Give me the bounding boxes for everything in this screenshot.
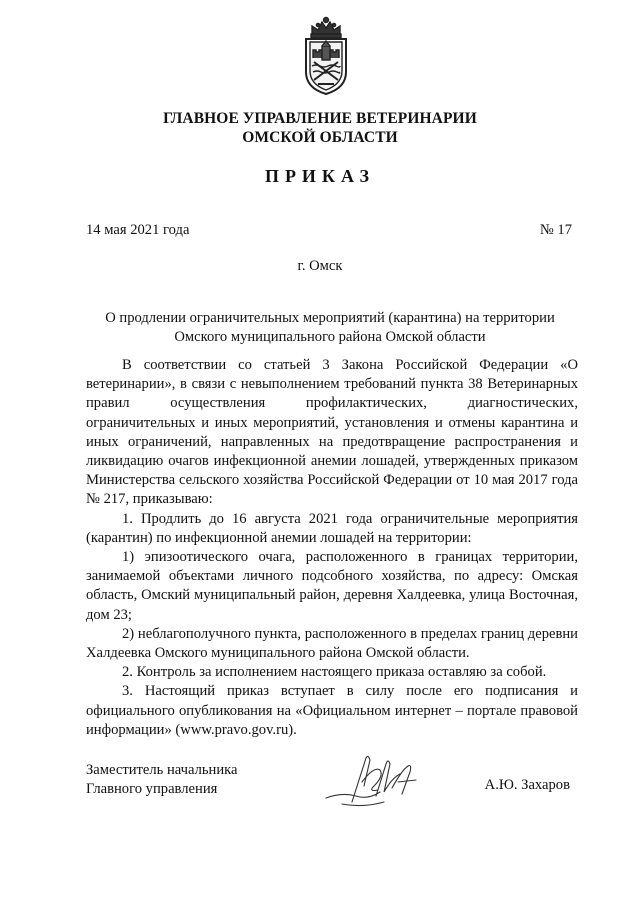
signatory-position-line2: Главного управления (86, 781, 218, 797)
item-1-2: 2) неблагополучного пункта, расположенного в пределах границ деревни Халдеевка Омского муниципального района Омской области. (86, 625, 578, 662)
item-3: 3. Настоящий приказ вступает в силу после его подписания и официального опубликования на «Официальном интернет – портале правовой информации» (www.pravo.gov.ru). (86, 683, 578, 738)
subject-line2: Омского муниципального района Омской области (174, 329, 486, 345)
preamble-paragraph: В соответствии со статьей 3 Закона Российской Федерации «О ветеринарии», в связи с невыполнением требований пункта 38 Ветеринарных правил осуществления профилактических, диагностических, ограничительных и иных мероприятий, установления и отмены карантина и иных ограничений, направленных на предотвращение распространения и ликвидацию очагов инфекционной анемии лошадей, утвержденных приказом Министерства сельского хозяйства Российской Федерации от 10 мая 2017 года № 217, приказываю: (86, 357, 578, 508)
document-city: г. Омск (297, 258, 343, 274)
signature-icon (322, 752, 426, 810)
signatory-position (86, 761, 238, 799)
signatory-name: А.Ю. Захаров (484, 777, 570, 793)
item-1-1: 1) эпизоотического очага, расположенного в границах территории, занимаемой объектами личного подсобного хозяйства, по адресу: Омская область, Омский муниципальный район, деревня Халдеевка, улица Восточная, дом 23; (86, 549, 578, 623)
organization-name-line1: ГЛАВНОЕ УПРАВЛЕНИЕ ВЕТЕРИНАРИИ (163, 110, 477, 127)
signatory-position-line1: Заместитель начальника (86, 762, 238, 778)
document-title: ПРИКАЗ (264, 166, 376, 186)
item-2: 2. Контроль за исполнением настоящего приказа оставляю за собой. (122, 664, 547, 681)
document-body (86, 356, 578, 740)
document-subject (80, 309, 580, 347)
item-1: 1. Продлить до 16 августа 2021 года ограничительные мероприятия (карантин) по инфекционной анемии лошадей на территории: (86, 510, 578, 546)
document-date: 14 мая 2021 года (86, 222, 190, 238)
coat-of-arms-icon (298, 14, 354, 96)
document-number: № 17 (539, 222, 572, 238)
organization-name-line2: ОМСКОЙ ОБЛАСТИ (242, 129, 398, 146)
subject-line1: О продлении ограничительных мероприятий (карантина) на территории (105, 310, 555, 326)
